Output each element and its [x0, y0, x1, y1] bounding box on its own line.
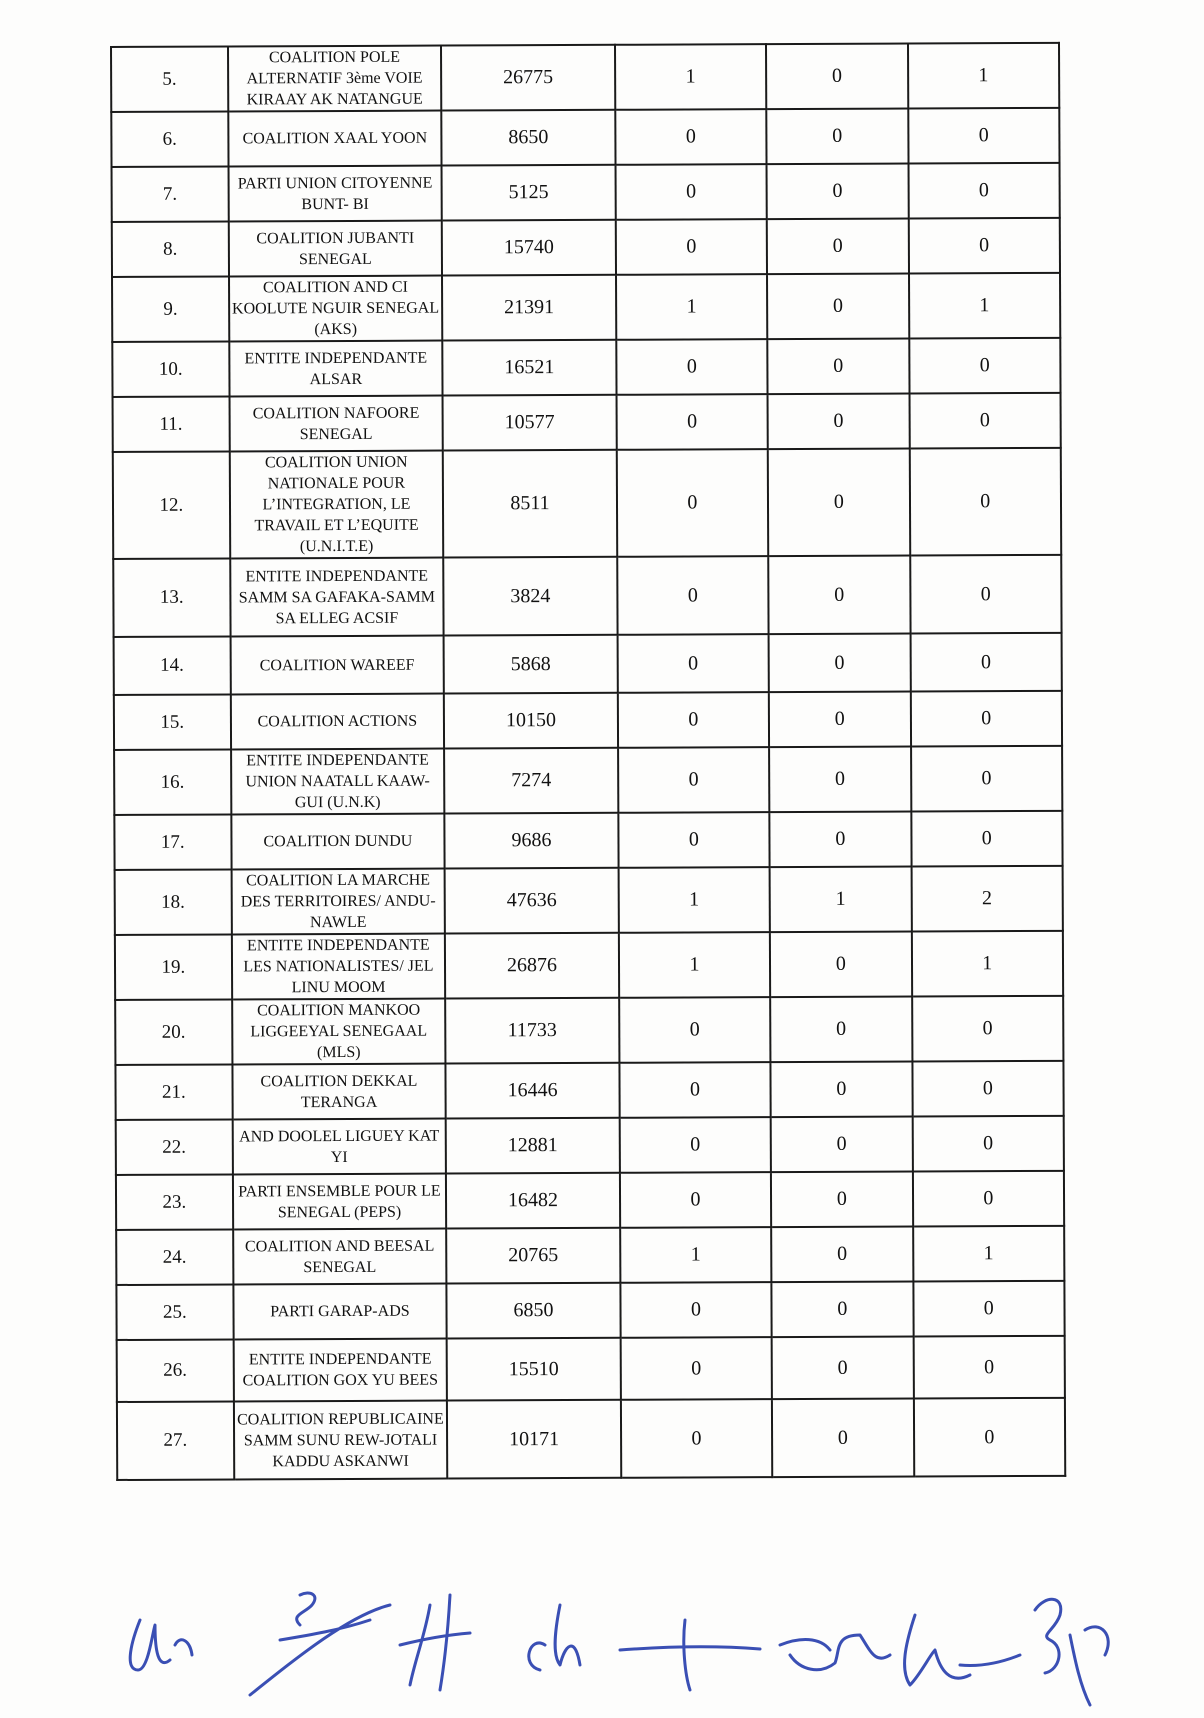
- party-name: ENTITE INDEPENDANTE ALSAR: [229, 341, 443, 397]
- votes-count: 9686: [445, 813, 619, 869]
- seats-total: 1: [911, 931, 1063, 997]
- row-number: 17.: [114, 814, 231, 870]
- party-name: COALITION POLE ALTERNATIF 3ème VOIE KIRAAY AK NATANGUE: [228, 46, 442, 112]
- signature-1: [130, 1620, 192, 1670]
- seats-total: 0: [912, 1061, 1064, 1117]
- seats-value-2: 0: [767, 339, 909, 395]
- row-number: 13.: [113, 558, 230, 637]
- votes-count: 5125: [442, 165, 616, 221]
- seats-value-1: 0: [618, 747, 770, 813]
- votes-count: 8511: [443, 450, 617, 558]
- seats-value-1: 0: [620, 1172, 772, 1228]
- table-row: [112, 163, 1060, 222]
- seats-value-1: 0: [618, 692, 770, 748]
- seats-value-1: 0: [616, 449, 768, 557]
- seats-value-2: 0: [767, 219, 909, 275]
- votes-count: 10150: [444, 693, 618, 749]
- seats-total: 0: [908, 163, 1060, 219]
- row-number: 9.: [112, 276, 229, 342]
- row-number: 20.: [115, 999, 232, 1065]
- seats-value-1: 1: [620, 1227, 772, 1283]
- seats-value-2: 0: [772, 1337, 914, 1400]
- votes-count: 47636: [445, 868, 619, 934]
- table-row: [117, 1398, 1065, 1480]
- row-number: 16.: [114, 749, 231, 815]
- votes-count: 15510: [447, 1338, 621, 1401]
- table-row: [113, 555, 1061, 637]
- seats-value-2: 0: [771, 1062, 913, 1118]
- party-name: AND DOOLEL LIGUEY KAT YI: [232, 1119, 446, 1175]
- seats-value-2: 0: [769, 634, 911, 693]
- row-number: 25.: [116, 1284, 233, 1340]
- seats-value-1: 0: [615, 164, 767, 220]
- votes-count: 10171: [447, 1400, 621, 1479]
- table-row: [112, 218, 1060, 277]
- votes-count: 15740: [442, 220, 616, 276]
- seats-value-1: 0: [615, 109, 767, 165]
- seats-value-2: 0: [766, 44, 908, 110]
- table-row: [117, 1336, 1065, 1402]
- party-name: PARTI ENSEMBLE POUR LE SENEGAL (PEPS): [233, 1174, 447, 1230]
- row-number: 18.: [115, 869, 232, 935]
- seats-value-2: 0: [772, 1282, 914, 1338]
- seats-value-2: 0: [771, 1117, 913, 1173]
- votes-count: 7274: [444, 748, 618, 814]
- seats-value-2: 0: [768, 394, 910, 450]
- table-row: [112, 338, 1060, 397]
- seats-value-2: 0: [771, 1227, 913, 1283]
- seats-total: 0: [912, 996, 1064, 1062]
- table-row: [114, 691, 1062, 750]
- party-name: COALITION MANKOO LIGGEEYAL SENEGAAL (MLS): [232, 999, 446, 1065]
- party-name: COALITION DUNDU: [231, 814, 445, 870]
- signature-block: [100, 1575, 1160, 1715]
- row-number: 6.: [111, 111, 228, 167]
- party-name: COALITION AND BEESAL SENEGAL: [233, 1229, 447, 1285]
- row-number: 26.: [117, 1339, 234, 1402]
- signature-7: [905, 1615, 1020, 1685]
- votes-count: 21391: [442, 275, 616, 341]
- seats-value-2: 0: [770, 932, 912, 998]
- seats-value-2: 0: [769, 692, 911, 748]
- seats-total: 1: [913, 1226, 1065, 1282]
- table-row: [114, 746, 1062, 815]
- row-number: 14.: [114, 636, 231, 695]
- table-row: [115, 1061, 1063, 1120]
- table-row: [116, 1226, 1064, 1285]
- seats-total: 0: [912, 1116, 1064, 1172]
- party-name: PARTI UNION CITOYENNE BUNT- BI: [228, 166, 442, 222]
- table-row: [111, 43, 1059, 112]
- party-name: ENTITE INDEPENDANTE UNION NAATALL KAAW-GUI (U.N.K): [231, 749, 445, 815]
- row-number: 7.: [112, 166, 229, 222]
- seats-value-2: 0: [768, 556, 910, 635]
- party-name: COALITION UNION NATIONALE POUR L’INTEGRATION, LE TRAVAIL ET L’EQUITE (U.N.I.T.E): [229, 451, 443, 559]
- seats-value-1: 0: [617, 556, 769, 635]
- seats-total: 0: [909, 448, 1061, 556]
- seats-total: 1: [909, 273, 1061, 339]
- seats-value-2: 0: [767, 164, 909, 220]
- seats-value-1: 0: [615, 219, 767, 275]
- votes-count: 26775: [441, 45, 615, 111]
- table-row: [116, 1171, 1064, 1230]
- seats-value-1: 1: [615, 44, 767, 110]
- party-name: COALITION JUBANTI SENEGAL: [228, 221, 442, 277]
- seats-value-1: 0: [616, 394, 768, 450]
- votes-count: 6850: [447, 1283, 621, 1339]
- seats-total: 2: [911, 866, 1063, 932]
- party-name: ENTITE INDEPENDANTE LES NATIONALISTES/ JEL LINU MOOM: [231, 934, 445, 1000]
- party-name: COALITION NAFOORE SENEGAL: [229, 396, 443, 452]
- row-number: 5.: [111, 46, 228, 112]
- seats-total: 0: [912, 1171, 1064, 1227]
- seats-total: 0: [913, 1336, 1065, 1399]
- seats-value-2: 0: [769, 812, 911, 868]
- seats-value-1: 0: [618, 812, 770, 868]
- party-name: COALITION DEKKAL TERANGA: [232, 1064, 446, 1120]
- party-name: COALITION REPUBLICAINE SAMM SUNU REW-JOTALI KADDU ASKANWI: [234, 1401, 448, 1480]
- seats-total: 0: [909, 393, 1061, 449]
- seats-value-1: 0: [616, 339, 768, 395]
- party-name: PARTI GARAP-ADS: [233, 1284, 447, 1340]
- party-name: COALITION ACTIONS: [230, 694, 444, 750]
- votes-count: 11733: [445, 998, 619, 1064]
- seats-value-1: 0: [620, 1337, 772, 1400]
- votes-count: 20765: [446, 1228, 620, 1284]
- votes-count: 12881: [446, 1118, 620, 1174]
- row-number: 27.: [117, 1401, 234, 1480]
- table-row: [115, 866, 1063, 935]
- row-number: 8.: [112, 221, 229, 277]
- seats-value-1: 0: [619, 1062, 771, 1118]
- signature-3: [400, 1595, 470, 1690]
- table-row: [115, 931, 1063, 1000]
- seats-total: 0: [909, 338, 1061, 394]
- seats-total: 0: [910, 633, 1062, 692]
- row-number: 10.: [112, 341, 229, 397]
- seats-value-1: 1: [618, 867, 770, 933]
- seats-total: 1: [908, 43, 1060, 109]
- seats-value-2: 1: [770, 867, 912, 933]
- row-number: 23.: [116, 1174, 233, 1230]
- row-number: 22.: [116, 1119, 233, 1175]
- party-name: COALITION AND CI KOOLUTE NGUIR SENEGAL (AKS): [229, 276, 443, 342]
- table-row: [113, 393, 1061, 452]
- seats-total: 0: [910, 555, 1062, 634]
- table-row: [116, 1116, 1064, 1175]
- votes-count: 10577: [443, 395, 617, 451]
- table-row: [114, 633, 1062, 695]
- votes-count: 5868: [444, 635, 618, 694]
- seats-value-1: 0: [621, 1399, 773, 1478]
- party-name: ENTITE INDEPENDANTE SAMM SA GAFAKA-SAMM SA ELLEG ACSIF: [230, 558, 444, 637]
- seats-total: 0: [911, 746, 1063, 812]
- table-row: [114, 811, 1062, 870]
- seats-value-1: 0: [619, 1117, 771, 1173]
- party-name: COALITION XAAL YOON: [228, 111, 442, 167]
- seats-value-2: 0: [766, 109, 908, 165]
- seats-value-2: 0: [771, 1172, 913, 1228]
- seats-value-2: 0: [768, 449, 910, 557]
- seats-value-2: 0: [769, 747, 911, 813]
- seats-total: 0: [913, 1281, 1065, 1337]
- seats-value-2: 0: [767, 274, 909, 340]
- seats-total: 0: [913, 1398, 1065, 1477]
- votes-count: 8650: [442, 110, 616, 166]
- signature-8: [1035, 1599, 1108, 1705]
- row-number: 24.: [116, 1229, 233, 1285]
- seats-value-1: 1: [616, 274, 768, 340]
- seats-total: 0: [908, 108, 1060, 164]
- row-number: 11.: [113, 396, 230, 452]
- seats-value-2: 0: [770, 997, 912, 1063]
- votes-count: 16482: [446, 1173, 620, 1229]
- table-row: [113, 448, 1061, 559]
- votes-count: 3824: [443, 557, 617, 636]
- party-name: COALITION WAREEF: [230, 636, 444, 695]
- seats-total: 0: [908, 218, 1060, 274]
- row-number: 12.: [113, 451, 230, 559]
- row-number: 21.: [115, 1064, 232, 1120]
- results-table: [110, 42, 1066, 1481]
- row-number: 19.: [115, 934, 232, 1000]
- seats-value-2: 0: [772, 1399, 914, 1478]
- signature-6: [780, 1635, 890, 1670]
- seats-value-1: 0: [617, 634, 769, 693]
- signature-5: [620, 1620, 760, 1690]
- votes-count: 16446: [446, 1063, 620, 1119]
- party-name: ENTITE INDEPENDANTE COALITION GOX YU BEES: [233, 1339, 447, 1402]
- seats-value-1: 0: [619, 997, 771, 1063]
- votes-count: 26876: [445, 933, 619, 999]
- seats-total: 0: [911, 811, 1063, 867]
- seats-value-1: 0: [620, 1282, 772, 1338]
- row-number: 15.: [114, 694, 231, 750]
- signature-4: [529, 1605, 580, 1670]
- table-row: [111, 108, 1059, 167]
- seats-total: 0: [910, 691, 1062, 747]
- votes-count: 16521: [443, 340, 617, 396]
- seats-value-1: 1: [619, 932, 771, 998]
- party-name: COALITION LA MARCHE DES TERRITOIRES/ ANDU-NAWLE: [231, 869, 445, 935]
- table-row: [116, 1281, 1064, 1340]
- table-row: [115, 996, 1063, 1065]
- signature-2: [250, 1593, 390, 1695]
- table-row: [112, 273, 1060, 342]
